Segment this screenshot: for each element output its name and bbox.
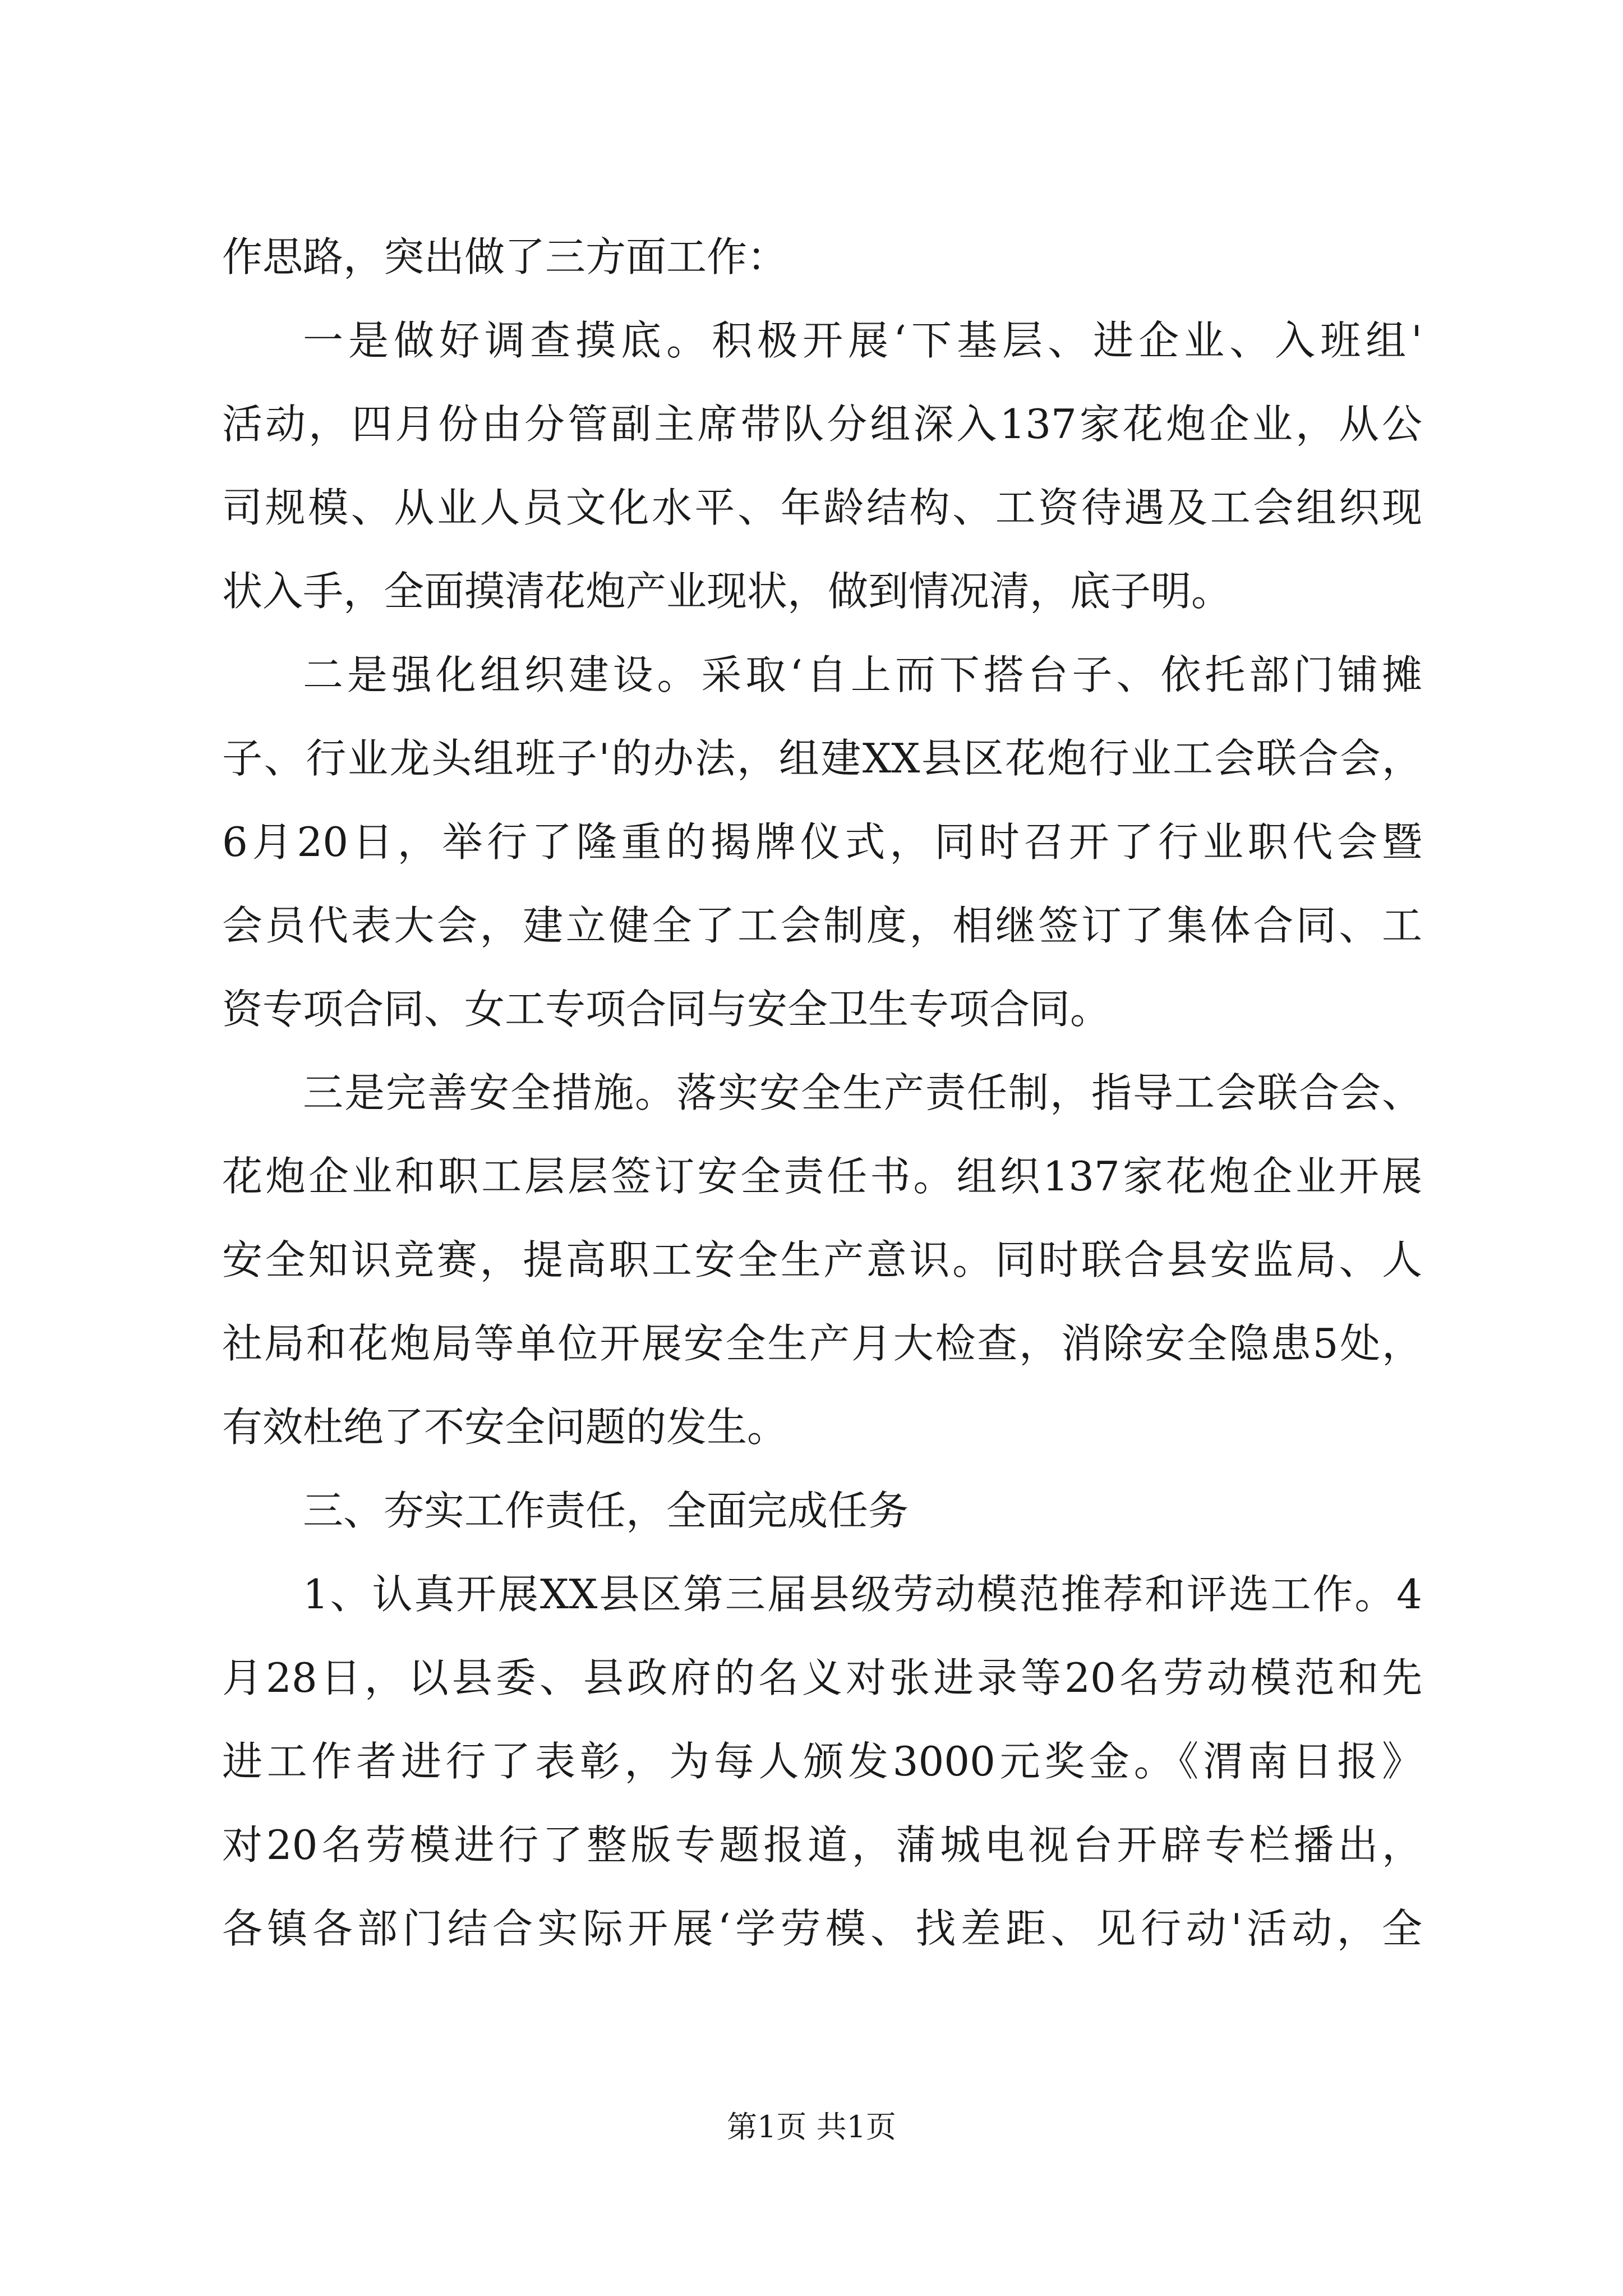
- section-heading: 三、夯实工作责任，全面完成任务: [303, 1487, 909, 1534]
- text-line-6: 二是强化组织建设。采取‘自上而下搭台子、依托部门铺摊: [303, 651, 1422, 698]
- text-line-3: 活动，四月份由分管副主席带队分组深入137家花炮企业，从公: [222, 401, 1422, 448]
- text-line-13: 安全知识竞赛，提高职工安全生产意识。同时联合县安监局、人: [222, 1236, 1422, 1283]
- text-line-17: 1、认真开展XX县区第三届县级劳动模范推荐和评选工作。4: [303, 1571, 1422, 1618]
- text-line-19: 进工作者进行了表彰，为每人颁发3000元奖金。《渭南日报》: [222, 1738, 1422, 1785]
- text-line-9: 会员代表大会，建立健全了工会制度，相继签订了集体合同、工: [222, 902, 1422, 949]
- text-line-4: 司规模、从业人员文化水平、年龄结构、工资待遇及工会组织现: [222, 484, 1422, 531]
- text-line-5: 状入手，全面摸清花炮产业现状，做到情况清，底子明。: [222, 568, 1232, 615]
- text-line-10: 资专项合同、女工专项合同与安全卫生专项合同。: [222, 986, 1111, 1033]
- text-line-2: 一是做好调查摸底。积极开展‘下基层、进企业、入班组': [303, 317, 1422, 364]
- page-number-footer: 第1页 共1页: [727, 2109, 896, 2145]
- text-line-8: 6月20日，举行了隆重的揭牌仪式，同时召开了行业职代会暨: [222, 818, 1422, 866]
- text-line-12: 花炮企业和职工层层签订安全责任书。组织137家花炮企业开展: [222, 1153, 1422, 1200]
- text-line-20: 对20名劳模进行了整版专题报道，蒲城电视台开辟专栏播出，: [222, 1821, 1422, 1869]
- text-line-21: 各镇各部门结合实际开展‘学劳模、找差距、见行动'活动，全: [222, 1905, 1422, 1952]
- text-line-1: 作思路，突出做了三方面工作：: [222, 233, 788, 280]
- text-line-14: 社局和花炮局等单位开展安全生产月大检查，消除安全隐患5处，: [222, 1320, 1422, 1367]
- text-line-18: 月28日，以县委、县政府的名义对张进录等20名劳动模范和先: [222, 1654, 1422, 1701]
- text-line-7: 子、行业龙头组班子'的办法，组建XX县区花炮行业工会联合会，: [222, 735, 1422, 782]
- text-line-15: 有效杜绝了不安全问题的发生。: [222, 1404, 788, 1451]
- text-line-11: 三是完善安全措施。落实安全生产责任制，指导工会联合会、: [303, 1069, 1422, 1116]
